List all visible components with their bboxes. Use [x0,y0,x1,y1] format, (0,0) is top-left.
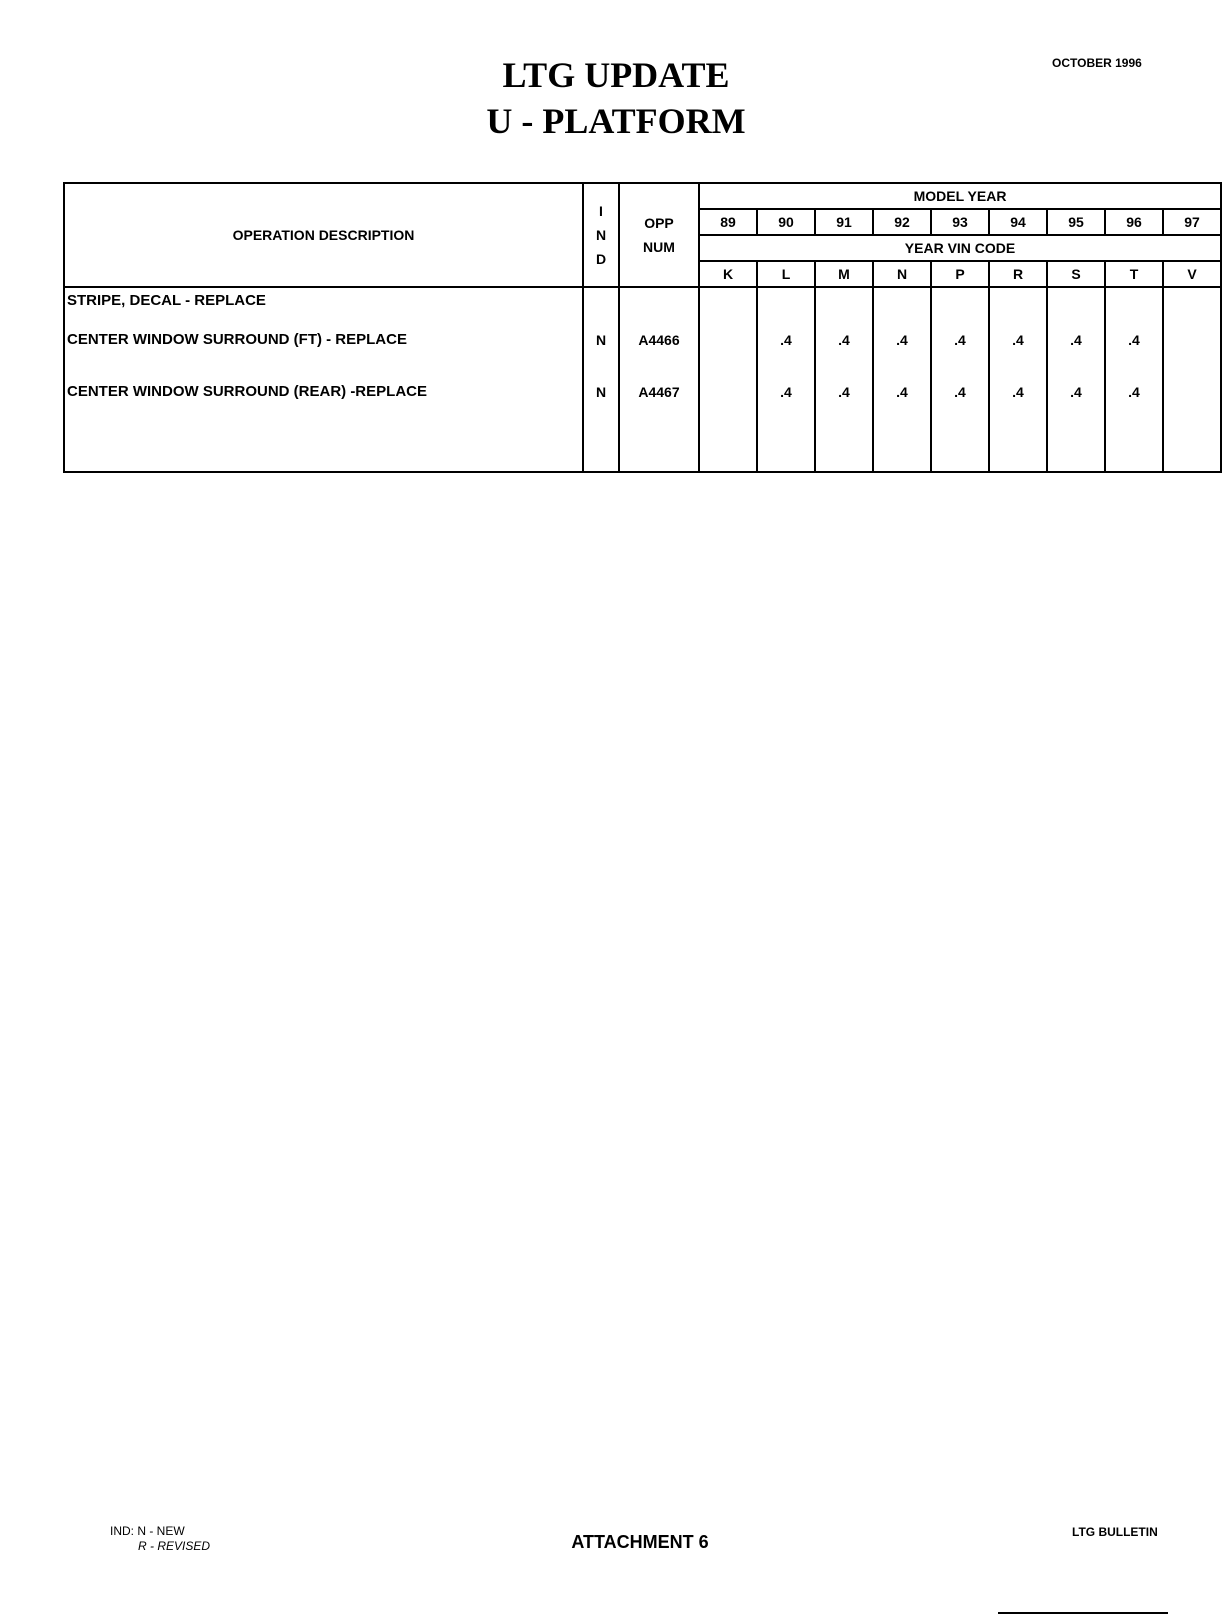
labor-time-value: .4 [896,332,908,348]
description-column [64,287,583,472]
vin-code-cell: S [1047,261,1105,287]
labor-time-value: .4 [954,332,966,348]
header-opp-num [619,183,699,287]
table-body [64,287,1221,472]
labor-time-value [700,366,756,418]
operation-description: CENTER WINDOW SURROUND (REAR) -REPLACE [67,383,427,400]
year-column-89 [699,287,757,472]
vin-code-cell: N [873,261,931,287]
opp-num-value: A4467 [638,384,680,400]
labor-time-value [1048,288,1104,314]
labor-time-value [816,288,872,314]
labor-time-value: .4 [1012,384,1024,400]
labor-time-value [990,288,1046,314]
page-subtitle: U - PLATFORM [486,101,746,141]
labor-time-value: .4 [1012,332,1024,348]
opp-num-value: A4466 [638,332,680,348]
labor-time-value: .4 [838,384,850,400]
header-ind [583,183,619,287]
page-title: LTG UPDATE [502,55,730,95]
labor-time-value: .4 [954,384,966,400]
vin-code-cell: T [1105,261,1163,287]
year-cell: 92 [873,209,931,235]
year-cell: 91 [815,209,873,235]
labor-time-value: .4 [1128,384,1140,400]
labor-time-value: .4 [1128,332,1140,348]
labor-time-value [874,288,930,314]
vin-code-cell: K [699,261,757,287]
year-cell: 89 [699,209,757,235]
labor-time-value [700,314,756,366]
labor-time-value [758,288,814,314]
operation-description: STRIPE, DECAL - REPLACE [67,292,266,309]
labor-time-value: .4 [896,384,908,400]
header-opp: OPP [644,215,674,231]
header-num: NUM [643,239,675,255]
header-ind-letter: I [599,203,603,219]
year-column-96 [1105,287,1163,472]
year-column-93 [931,287,989,472]
year-column-95 [1047,287,1105,472]
year-column-90 [757,287,815,472]
labor-time-value [1106,288,1162,314]
year-cell: 90 [757,209,815,235]
opp-column [619,287,699,472]
ind-column [583,287,619,472]
bulletin-label: LTG BULLETIN [1072,1525,1158,1539]
attachment-label: ATTACHMENT 6 [571,1532,709,1552]
header-year-vin-code: YEAR VIN CODE [699,235,1221,261]
year-column-97 [1163,287,1221,472]
labor-time-value: .4 [780,384,792,400]
year-cell: 97 [1163,209,1221,235]
operation-description: CENTER WINDOW SURROUND (FT) - REPLACE [67,331,407,348]
year-column-91 [815,287,873,472]
year-cell: 95 [1047,209,1105,235]
year-column-94 [989,287,1047,472]
labor-time-table [63,182,1222,473]
vin-code-cell: V [1163,261,1221,287]
ind-legend-new: IND: N - NEW [110,1524,185,1538]
year-cell: 94 [989,209,1047,235]
vin-code-cell: R [989,261,1047,287]
vin-code-cell: M [815,261,873,287]
year-cell: 93 [931,209,989,235]
labor-time-value [1164,288,1220,314]
labor-time-value: .4 [1070,384,1082,400]
header-model-year: MODEL YEAR [699,183,1221,209]
labor-time-value [700,288,756,314]
labor-time-value [1164,314,1220,366]
header-operation-description: OPERATION DESCRIPTION [64,183,583,287]
labor-time-value: .4 [1070,332,1082,348]
vin-code-cell: L [757,261,815,287]
year-column-92 [873,287,931,472]
ind-value [584,288,618,314]
labor-time-value [1164,366,1220,418]
opp-num-value [620,288,698,314]
ind-value: N [595,332,607,348]
ind-legend-revised: R - REVISED [138,1539,211,1553]
labor-time-value [932,288,988,314]
header-ind-letter: N [595,227,607,243]
vin-code-cell: P [931,261,989,287]
document-date: OCTOBER 1996 [1052,56,1142,70]
labor-time-value: .4 [780,332,792,348]
ind-value: N [595,384,607,400]
labor-time-value: .4 [838,332,850,348]
year-cell: 96 [1105,209,1163,235]
header-ind-letter: D [595,251,607,267]
page-edge-rule [998,1612,1168,1614]
